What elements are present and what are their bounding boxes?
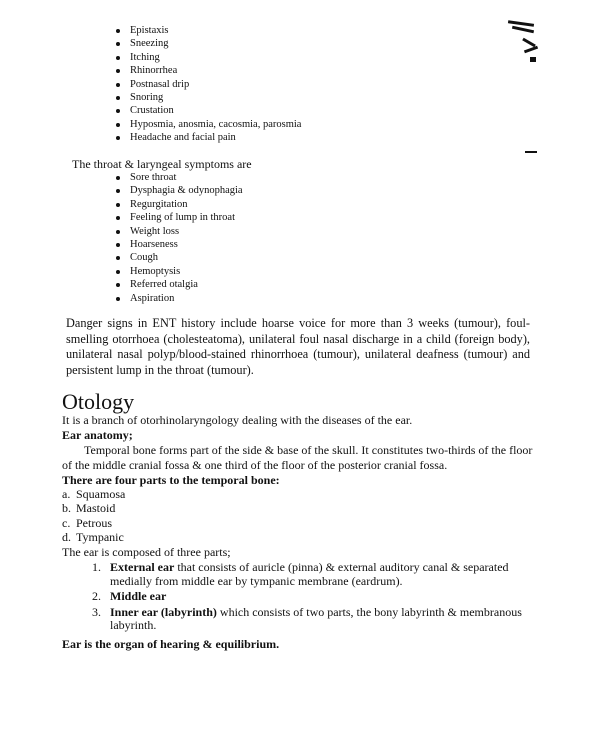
- list-item: [92, 561, 532, 588]
- list-marker: b.: [62, 501, 71, 516]
- part-label: Petrous: [76, 515, 112, 530]
- list-item: [62, 501, 125, 515]
- danger-signs-paragraph: Danger signs in ENT history include hoarse voice for more than 3 weeks (tumour), foul-smelling otorrhoea (cholesteatoma), unilateral foul nasal discharge in a child (foreign body), unilateral nasal polyp/blood-stained rhinorrhoea (tumour), unilateral deafness (tumour) and persistent lump in the throat (tumour).: [66, 316, 530, 377]
- list-item: Hyposmia, anosmia, cacosmia, parosmia: [116, 118, 446, 131]
- list-item: Weight loss: [116, 225, 446, 238]
- throat-symptoms-list: [116, 171, 446, 305]
- part-label: Mastoid: [76, 501, 116, 516]
- ear-part-name: Inner ear (labyrinth): [110, 604, 217, 619]
- ear-part-text: [110, 590, 166, 604]
- scan-mark: [525, 151, 537, 153]
- ear-part-desc: that consists of auricle (pinna) & external auditory canal & separated medially from middle ear by tympanic membrane (eardrum).: [110, 560, 509, 588]
- ear-anatomy-heading: Ear anatomy;: [62, 428, 133, 442]
- list-item: Headache and facial pain: [116, 131, 446, 144]
- list-item: Rhinorrhea: [116, 64, 446, 77]
- list-item: Snoring: [116, 91, 446, 104]
- list-item: Sneezing: [116, 37, 446, 50]
- ear-composition-text: The ear is composed of three parts;: [62, 545, 231, 559]
- list-item: Hoarseness: [116, 238, 446, 251]
- list-item: Regurgitation: [116, 198, 446, 211]
- list-item: Feeling of lump in throat: [116, 211, 446, 224]
- list-item: Cough: [116, 251, 446, 264]
- list-marker: c.: [62, 515, 71, 530]
- list-item: Dysphagia & odynophagia: [116, 184, 446, 197]
- list-item: Hemoptysis: [116, 265, 446, 278]
- temporal-bone-paragraph: [62, 443, 538, 473]
- section-title: Otology: [62, 389, 135, 414]
- part-label: Tympanic: [76, 530, 124, 545]
- temporal-parts-heading: There are four parts to the temporal bone:: [62, 473, 280, 487]
- list-item: [92, 606, 532, 633]
- list-marker: d.: [62, 530, 71, 545]
- scan-mark: [530, 57, 536, 62]
- ear-part-name: Middle ear: [110, 589, 167, 603]
- part-label: Squamosa: [76, 487, 126, 501]
- ear-part-text: [110, 561, 532, 588]
- list-marker: 3.: [92, 604, 101, 619]
- list-item: Crustation: [116, 104, 446, 117]
- list-item: [92, 590, 532, 604]
- list-marker: 1.: [92, 560, 101, 574]
- list-item: Itching: [116, 51, 446, 64]
- throat-heading: The throat & laryngeal symptoms are: [72, 157, 252, 171]
- temporal-bone-text: Temporal bone forms part of the side & base of the skull. It constitutes two-thirds of the floor of the middle cranial fossa & one third of the floor of the posterior cranial fossa.: [62, 443, 533, 472]
- scan-mark: [512, 26, 534, 34]
- nasal-symptoms-list: [116, 24, 446, 145]
- ear-part-name: External ear: [110, 560, 175, 574]
- list-item: [62, 516, 125, 530]
- closing-statement: Ear is the organ of hearing & equilibrium.: [62, 637, 280, 651]
- ear-part-desc: which consists of two parts, the bony labyrinth & membranous labyrinth.: [110, 604, 522, 632]
- list-marker: 2.: [92, 589, 101, 603]
- otology-definition: It is a branch of otorhinolaryngology dealing with the diseases of the ear.: [62, 413, 413, 427]
- temporal-bone-parts-list: [62, 487, 125, 545]
- list-marker: a.: [62, 487, 71, 501]
- list-item: Referred otalgia: [116, 278, 446, 291]
- list-item: Aspiration: [116, 292, 446, 305]
- scan-mark: [524, 46, 538, 54]
- list-item: [62, 530, 125, 544]
- ear-part-text: [110, 606, 532, 633]
- ear-parts-list: [92, 561, 532, 635]
- list-item: Sore throat: [116, 171, 446, 184]
- list-item: [62, 487, 125, 501]
- list-item: Epistaxis: [116, 24, 446, 37]
- list-item: Postnasal drip: [116, 78, 446, 91]
